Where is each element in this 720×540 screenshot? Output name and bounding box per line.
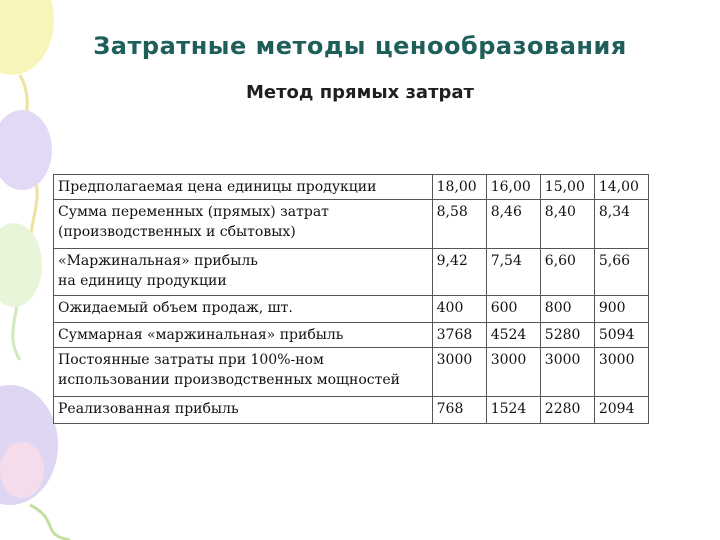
balloon-string [10,280,20,360]
row-label: Реализованная прибыль [54,397,433,424]
lavender-balloon [0,385,58,505]
row-label: «Маржинальная» прибыль на единицу продукции [54,249,433,296]
table-cell: 15,00 [540,175,594,200]
page-subtitle: Метод прямых затрат [246,82,474,103]
table-row [54,175,649,200]
row-label: Предполагаемая цена единицы продукции [54,175,433,200]
row-label: Суммарная «маржинальная» прибыль [54,323,433,348]
green-balloon [0,223,42,307]
lavender-balloon [0,110,52,190]
table-row [54,249,649,296]
row-label: Ожидаемый объем продаж, шт. [54,296,433,323]
table-cell: 18,00 [432,175,486,200]
table-row [54,200,649,249]
pink-balloon [0,442,44,498]
table-cell: 8,40 [540,200,594,249]
table-cell: 1524 [486,397,540,424]
row-label: Сумма переменных (прямых) затрат (производственных и сбытовых) [54,200,433,249]
table-row [54,397,649,424]
pricing-table [53,174,649,424]
table-cell: 3000 [540,348,594,397]
table-cell: 8,58 [432,200,486,249]
balloon-string [30,505,70,540]
table-cell: 3768 [432,323,486,348]
table-cell: 9,42 [432,249,486,296]
table-cell: 14,00 [594,175,648,200]
table-cell: 2094 [594,397,648,424]
table-cell: 4524 [486,323,540,348]
table-cell: 7,54 [486,249,540,296]
table-cell: 768 [432,397,486,424]
page-title: Затратные методы ценообразования [93,32,627,60]
table-cell: 5280 [540,323,594,348]
table-row [54,296,649,323]
table-cell: 3000 [594,348,648,397]
table-cell: 16,00 [486,175,540,200]
table-cell: 8,46 [486,200,540,249]
table-cell: 2280 [540,397,594,424]
table-cell: 3000 [432,348,486,397]
table-cell: 400 [432,296,486,323]
table-cell: 800 [540,296,594,323]
table-cell: 900 [594,296,648,323]
table-row [54,323,649,348]
table-cell: 3000 [486,348,540,397]
table-cell: 5,66 [594,249,648,296]
table-cell: 5094 [594,323,648,348]
table-row [54,348,649,397]
table-cell: 600 [486,296,540,323]
table-cell: 8,34 [594,200,648,249]
table-cell: 6,60 [540,249,594,296]
row-label: Постоянные затраты при 100%-ном использовании производственных мощностей [54,348,433,397]
